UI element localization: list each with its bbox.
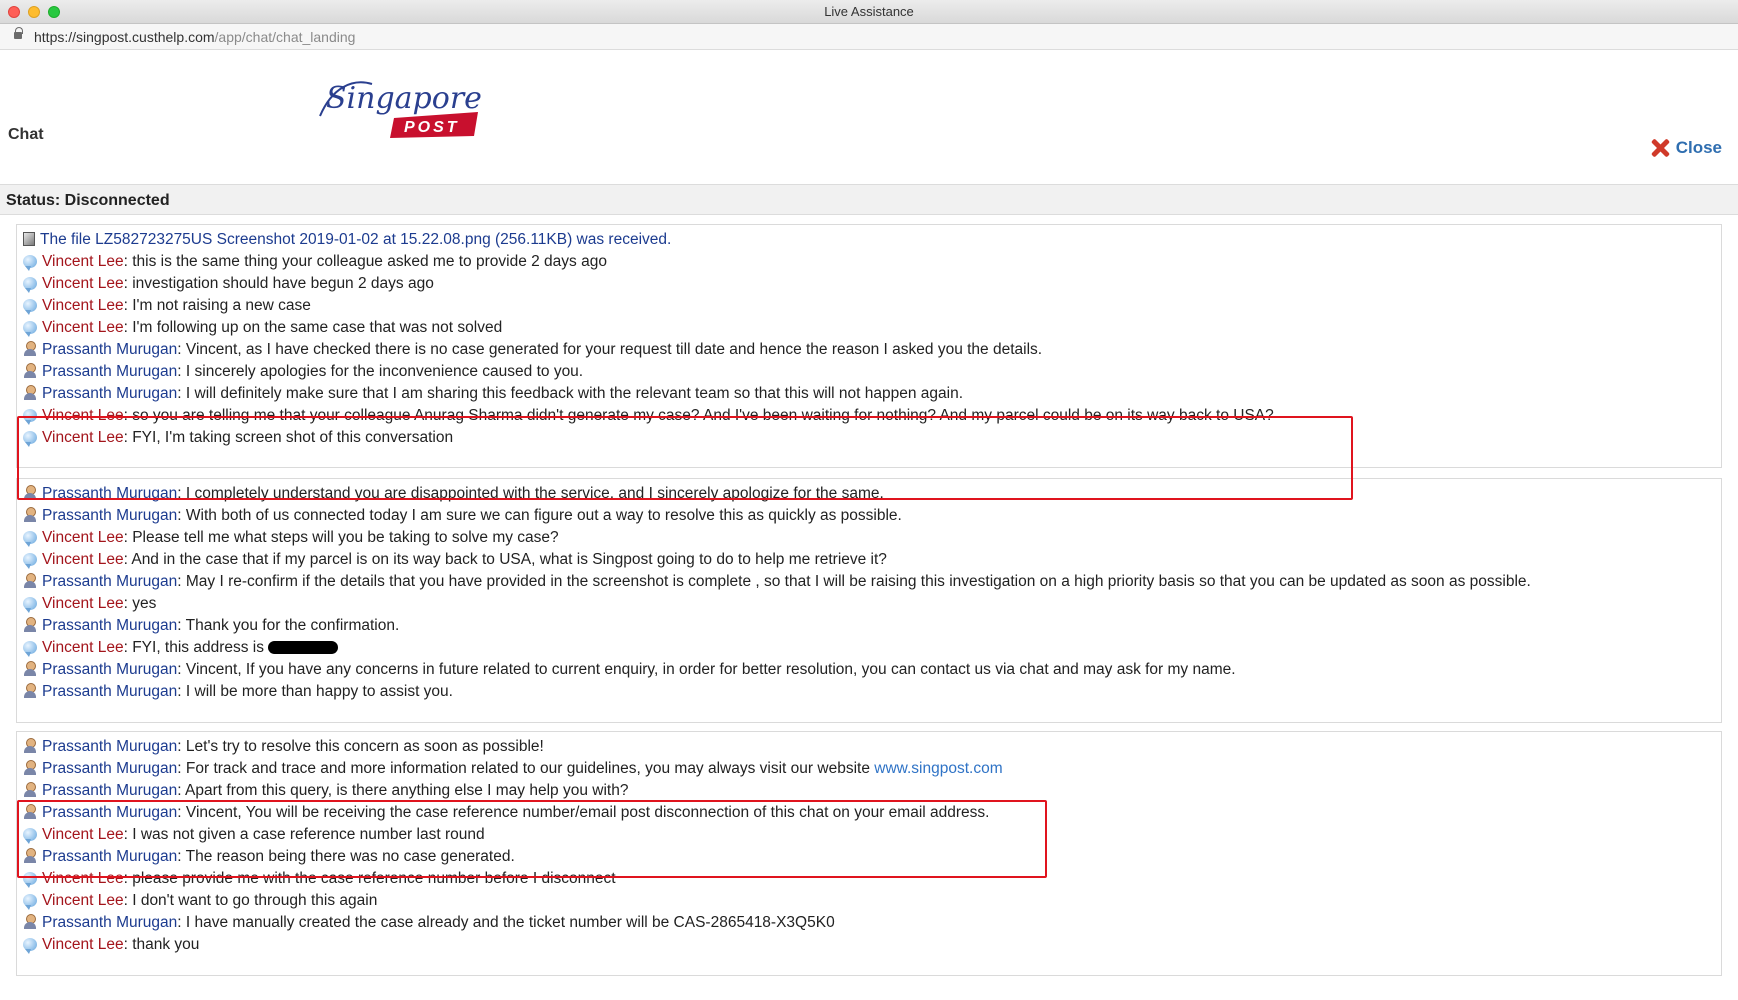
- agent-name: Prassanth Murugan: [42, 804, 178, 821]
- customer-name: Vincent Lee: [42, 275, 124, 292]
- message-text: : I was not given a case reference number last round: [123, 826, 485, 843]
- message-text: : FYI, I'm taking screen shot of this conversation: [123, 429, 454, 446]
- redacted-address: [268, 641, 338, 654]
- message-text: : May I re-confirm if the details that you have provided in the screenshot is complete , so that I will be raising this investigation on a high priority basis so that you can be updated as soon as possible.: [177, 573, 1531, 590]
- agent-icon: [23, 738, 37, 753]
- singapore-post-logo: [312, 68, 482, 138]
- website-link[interactable]: www.singpost.com: [874, 760, 1003, 777]
- connection-status: Status: Disconnected: [6, 192, 170, 209]
- close-chat-button[interactable]: [1650, 138, 1722, 158]
- customer-name: Vincent Lee: [42, 892, 124, 909]
- chat-message: [23, 802, 989, 824]
- customer-name: Vincent Lee: [42, 253, 124, 270]
- customer-name: Vincent Lee: [42, 551, 124, 568]
- message-text: : FYI, this address is: [123, 639, 265, 656]
- chat-message: [23, 934, 199, 956]
- chat-message: [23, 780, 628, 802]
- message-text: : I sincerely apologies for the inconvenience caused to you.: [177, 363, 584, 380]
- transcript-block[interactable]: [16, 478, 1722, 723]
- chat-message: [23, 571, 1531, 593]
- agent-name: Prassanth Murugan: [42, 363, 178, 380]
- customer-name: Vincent Lee: [42, 529, 124, 546]
- message-text: : Vincent, If you have any concerns in future related to current enquiry, in order for better resolution, you can contact us via chat and may ask for my name.: [177, 661, 1236, 678]
- chat-bubble-icon: [23, 277, 37, 290]
- agent-icon: [23, 683, 37, 698]
- message-text: : investigation should have begun 2 days ago: [123, 275, 434, 292]
- customer-name: Vincent Lee: [42, 936, 124, 953]
- message-text: : I'm following up on the same case that was not solved: [123, 319, 503, 336]
- message-text: : I completely understand you are disappointed with the service, and I sincerely apologize for the same.: [177, 485, 884, 502]
- agent-name: Prassanth Murugan: [42, 661, 178, 678]
- agent-name: Prassanth Murugan: [42, 914, 178, 931]
- chat-bubble-icon: [23, 828, 37, 841]
- chat-message: [23, 339, 1042, 361]
- customer-name: Vincent Lee: [42, 429, 124, 446]
- agent-name: Prassanth Murugan: [42, 782, 178, 799]
- chat-message: [23, 593, 156, 615]
- agent-icon: [23, 485, 37, 500]
- customer-name: Vincent Lee: [42, 319, 124, 336]
- chat-message: [23, 868, 616, 890]
- message-text: : please provide me with the case reference number before I disconnect: [123, 870, 616, 887]
- file-icon: [23, 232, 35, 246]
- chat-message: [23, 273, 434, 295]
- agent-icon: [23, 617, 37, 632]
- address-bar[interactable]: [0, 24, 1738, 50]
- chat-message: [23, 483, 884, 505]
- chat-bubble-icon: [23, 431, 37, 444]
- chat-message: [23, 637, 338, 659]
- message-text: : thank you: [123, 936, 200, 953]
- message-text: : I have manually created the case already and the ticket number will be CAS-2865418-X3Q5K0: [177, 914, 835, 931]
- chat-bubble-icon: [23, 321, 37, 334]
- agent-icon: [23, 573, 37, 588]
- message-text: : Vincent, as I have checked there is no case generated for your request till date and hence the reason I asked you the details.: [177, 341, 1043, 358]
- chat-message: [23, 846, 515, 868]
- chat-bubble-icon: [23, 299, 37, 312]
- chat-message: [23, 427, 453, 449]
- chat-header: [0, 50, 1738, 184]
- chat-bubble-icon: [23, 531, 37, 544]
- message-text: : this is the same thing your colleague asked me to provide 2 days ago: [123, 253, 607, 270]
- chat-bubble-icon: [23, 597, 37, 610]
- message-text: : Apart from this query, is there anything else I may help you with?: [177, 782, 629, 799]
- chat-message: [23, 681, 453, 703]
- chat-bubble-icon: [23, 255, 37, 268]
- customer-name: Vincent Lee: [42, 639, 124, 656]
- customer-name: Vincent Lee: [42, 297, 124, 314]
- chat-heading: Chat: [8, 126, 44, 143]
- status-bar: [0, 184, 1738, 215]
- agent-icon: [23, 341, 37, 356]
- chat-message: [23, 383, 963, 405]
- chat-bubble-icon: [23, 641, 37, 654]
- chat-message: [23, 659, 1236, 681]
- chat-message: [23, 295, 311, 317]
- agent-name: Prassanth Murugan: [42, 485, 178, 502]
- message-text: : I will be more than happy to assist you.: [177, 683, 453, 700]
- chat-bubble-icon: [23, 872, 37, 885]
- logo-script: Singapore: [326, 81, 482, 116]
- message-text: : The reason being there was no case generated.: [177, 848, 515, 865]
- chat-bubble-icon: [23, 894, 37, 907]
- lock-icon: [14, 32, 22, 39]
- message-text: : I don't want to go through this again: [123, 892, 378, 909]
- chat-message: [23, 758, 1003, 780]
- agent-name: Prassanth Murugan: [42, 760, 178, 777]
- message-text: : With both of us connected today I am sure we can figure out a way to resolve this as quickly as possible.: [177, 507, 902, 524]
- logo-badge: POST: [404, 119, 460, 136]
- message-text: : Let's try to resolve this concern as soon as possible!: [177, 738, 544, 755]
- agent-icon: [23, 914, 37, 929]
- message-text: : I will definitely make sure that I am sharing this feedback with the relevant team so that this will not happen again.: [177, 385, 964, 402]
- chat-message: [23, 912, 835, 934]
- message-text: : so you are telling me that your colleague Anurag Sharma didn't generate my case? And I've been waiting for nothing? And my parcel could be on its way back to USA?: [123, 407, 1274, 424]
- agent-name: Prassanth Murugan: [42, 683, 178, 700]
- chat-message: [23, 405, 1274, 427]
- transcript-block[interactable]: [16, 731, 1722, 976]
- chat-message: [23, 890, 377, 912]
- agent-icon: [23, 782, 37, 797]
- chat-message: [23, 615, 399, 637]
- agent-name: Prassanth Murugan: [42, 573, 178, 590]
- message-text: : Vincent, You will be receiving the case reference number/email post disconnection of this chat on your email address.: [177, 804, 990, 821]
- window-title: Live Assistance: [824, 4, 914, 19]
- message-text: : yes: [123, 595, 157, 612]
- chat-bubble-icon: [23, 409, 37, 422]
- chat-message: [23, 736, 544, 758]
- message-text: : I'm not raising a new case: [123, 297, 311, 314]
- message-text: : For track and trace and more information related to our guidelines, you may always visit our website: [177, 760, 875, 777]
- agent-name: Prassanth Murugan: [42, 507, 178, 524]
- customer-name: Vincent Lee: [42, 407, 124, 424]
- agent-name: Prassanth Murugan: [42, 385, 178, 402]
- agent-name: Prassanth Murugan: [42, 848, 178, 865]
- chat-message: [23, 317, 502, 339]
- close-icon: [1650, 138, 1670, 158]
- url-host: https://singpost.custhelp.com: [34, 29, 215, 45]
- url-text[interactable]: [34, 29, 355, 45]
- chat-bubble-icon: [23, 553, 37, 566]
- customer-name: Vincent Lee: [42, 826, 124, 843]
- chat-message: [23, 361, 583, 383]
- customer-name: Vincent Lee: [42, 870, 124, 887]
- agent-icon: [23, 661, 37, 676]
- window-titlebar: [0, 0, 1738, 24]
- chat-message: [23, 527, 559, 549]
- customer-name: Vincent Lee: [42, 595, 124, 612]
- message-text: : Thank you for the confirmation.: [177, 617, 400, 634]
- transcript-block[interactable]: [16, 224, 1722, 468]
- agent-icon: [23, 507, 37, 522]
- url-path: /app/chat/chat_landing: [214, 29, 356, 45]
- close-label: Close: [1675, 138, 1722, 157]
- agent-name: Prassanth Murugan: [42, 617, 178, 634]
- agent-name: Prassanth Murugan: [42, 738, 178, 755]
- agent-icon: [23, 385, 37, 400]
- message-text: : And in the case that if my parcel is on its way back to USA, what is Singpost going to do to help me retrieve it?: [123, 551, 887, 568]
- chat-message: [23, 824, 485, 846]
- chat-message: [23, 251, 607, 273]
- agent-icon: [23, 848, 37, 863]
- system-message: The file LZ582723275US Screenshot 2019-01-02 at 15.22.08.png (256.11KB) was received.: [40, 231, 672, 248]
- agent-icon: [23, 804, 37, 819]
- agent-name: Prassanth Murugan: [42, 341, 178, 358]
- chat-bubble-icon: [23, 938, 37, 951]
- chat-message: [23, 229, 671, 251]
- agent-icon: [23, 760, 37, 775]
- message-text: : Please tell me what steps will you be taking to solve my case?: [123, 529, 559, 546]
- agent-icon: [23, 363, 37, 378]
- chat-message: [23, 505, 902, 527]
- chat-message: [23, 549, 887, 571]
